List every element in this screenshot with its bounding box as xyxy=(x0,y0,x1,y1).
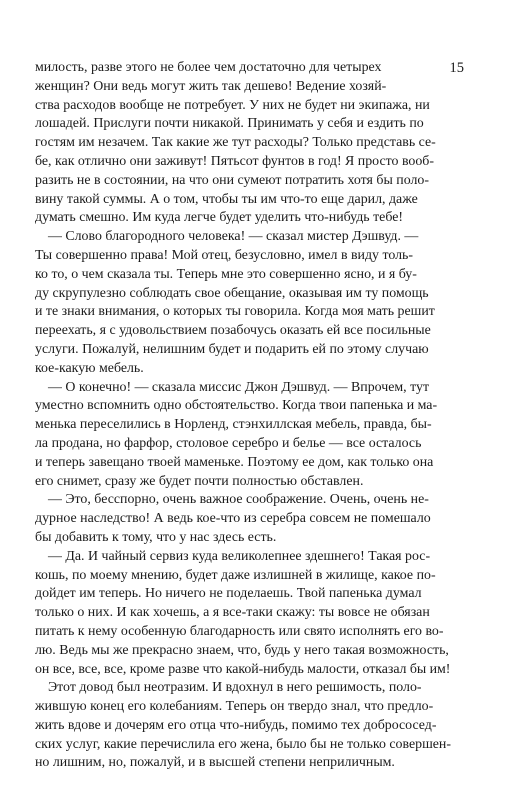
text-line: ских услуг, какие перечислила его жена, было бы не только совершен- xyxy=(35,736,451,752)
text-line: менька переселились в Норленд, стэнхиллская мебель, правда, бы- xyxy=(35,417,432,433)
text-line: — О конечно! — сказала миссис Джон Дэшвуд. — Впрочем, тут xyxy=(48,379,430,395)
text-line: ду скрупулезно соблюдать свое обещание, оказывая им ту помощь xyxy=(35,285,429,301)
text-line: вину такой суммы. А о том, чтобы ты им что-то еще дарил, даже xyxy=(35,191,418,207)
text-line: — Это, бесспорно, очень важное соображение. Очень, очень не- xyxy=(48,492,429,508)
page-text xyxy=(35,59,451,773)
text-line: и те знаки внимания, о которых ты говорила. Когда моя мать решит xyxy=(35,304,435,320)
text-line: но лишним, но, пожалуй, и в высшей степени неприличным. xyxy=(35,755,395,771)
text-line: бе, как отлично они заживут! Пятьсот фунтов в год! Я просто вооб- xyxy=(35,153,434,169)
text-line: милость, разве этого не более чем достаточно для четырех xyxy=(35,60,382,75)
text-line: бы добавить к тому, что у нас здесь есть. xyxy=(35,529,277,545)
text-line: думать смешно. Им куда легче будет уделить что-нибудь тебе! xyxy=(35,210,404,226)
text-line: ства расходов вообще не потребует. У них не будет ни экипажа, ни xyxy=(35,97,430,113)
text-line: Ты совершенно права! Мой отец, безусловно, имел в виду толь- xyxy=(35,247,413,263)
text-line: его снимет, сразу же будет почти полностью обставлен. xyxy=(35,473,364,489)
text-line: кое-какую мебель. xyxy=(35,360,144,376)
text-line: услуги. Пожалуй, нелишним будет и подарить ей по этому случаю xyxy=(35,341,429,357)
page-number: 15 xyxy=(449,60,464,76)
text-line: жившую конец его колебаниям. Теперь он твердо знал, что предло- xyxy=(35,699,434,715)
text-line: только о них. И как хочешь, а я все-таки скажу: ты вовсе не обязан xyxy=(35,605,430,621)
text-line: питать к нему особенную благодарность или свято исполнять его во- xyxy=(35,623,444,639)
text-line: ла продана, но фарфор, столовое серебро и белье — все осталось xyxy=(35,435,422,451)
text-line: лю. Ведь мы же прекрасно знаем, что, будь у него такая возможность, xyxy=(35,642,449,658)
text-line: — Да. И чайный сервиз куда великолепнее здешнего! Такая рос- xyxy=(48,548,431,564)
text-line: Этот довод был неотразим. И вдохнул в него решимость, поло- xyxy=(48,680,422,696)
text-line: разить не в состоянии, на что они сумеют потратить хотя бы поло- xyxy=(35,172,429,188)
text-line: переехать, я с удовольствием позабочусь оказать ей все посильные xyxy=(35,323,431,339)
text-line: — Слово благородного человека! — сказал мистер Дэшвуд. — xyxy=(48,229,419,245)
text-line: и теперь завещано твоей маменьке. Поэтому ее дом, как только она xyxy=(35,454,434,470)
text-line: ко то, о чем сказала ты. Теперь мне это совершенно ясно, и я бу- xyxy=(35,266,417,282)
text-line: уместно вспомнить одно обстоятельство. Когда твои папенька и ма- xyxy=(35,398,438,414)
text-line: дурное наследство! А ведь кое-что из серебра совсем не помешало xyxy=(35,511,431,527)
text-line: лошадей. Прислуги почти никакой. Принимать у себя и ездить по xyxy=(35,116,424,132)
text-line: женщин? Они ведь могут жить так дешево! Ведение хозяй- xyxy=(35,78,387,94)
text-line: гостям им незачем. Так какие же тут расходы? Только представь се- xyxy=(35,135,436,151)
text-line: кошь, по моему мнению, будет даже излишней в жилище, какое по- xyxy=(35,567,436,583)
text-line: жить вдове и дочерям его отца что-нибудь, помимо тех добрососед- xyxy=(35,717,437,733)
text-line: дойдет им теперь. Но ничего не поделаешь. Твой папенька думал xyxy=(35,586,422,602)
text-line: он все, все, все, кроме разве что какой-нибудь малости, отказал бы им! xyxy=(35,661,451,677)
